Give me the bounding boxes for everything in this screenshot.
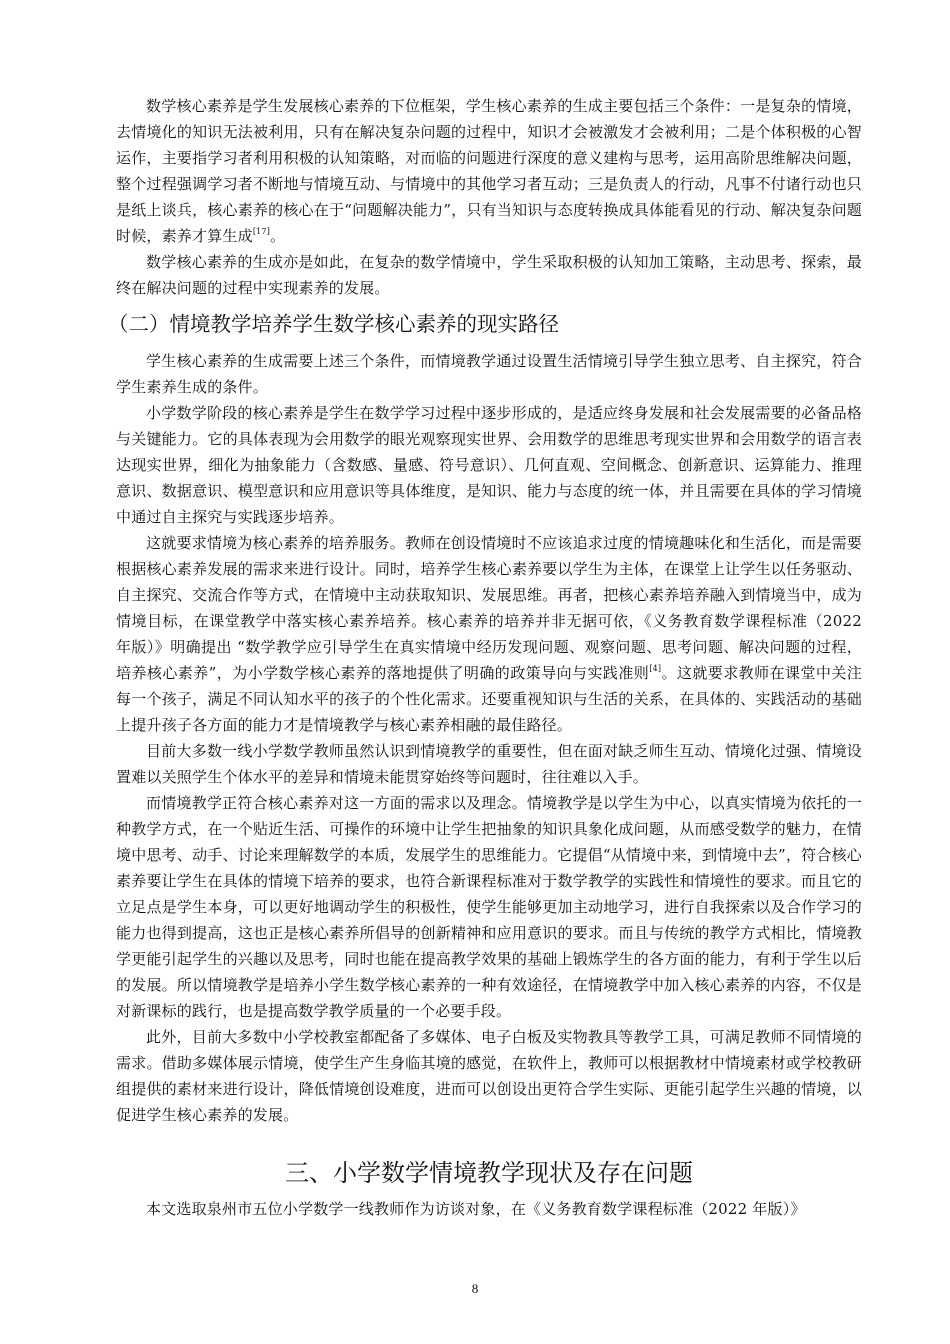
paragraph: 数学核心素养是学生发展核心素养的下位框架，学生核心素养的生成主要包括三个条件：一是复杂的情境，去情境化的知识无法被利用，只有在解决复杂问题的过程中，知识才会被激发才会被利用；二是个体积极的心智运作，主要指学习者利用积极的认知策略，对而临的问题进行深度的意义建构与思考，运用高阶思维解决问题，整个过程强调学习者不断地与情境互动、与情境中的其他学习者互动；三是负责人的行动，凡事不付诸行动也只是纸上谈兵，核心素养的核心在于“问题解决能力”，只有当知识与态度转换成具体能看见的行动、解决复杂问题时候，素养才算生成[17]。 xyxy=(116,97,862,245)
citation-ref: [4] xyxy=(649,664,662,673)
citation-ref: [17] xyxy=(252,227,271,236)
paragraph: 小学数学阶段的核心素养是学生在数学学习过程中逐步形成的，是适应终身发展和社会发展需要的必备品格与关键能力。它的具体表现为会用数学的眼光观察现实世界、会用数学的思维思考现实世界和会用数学的语言表达现实世界，细化为抽象能力（含数感、量感、符号意识）、几何直观、空间概念、创新意识、运算能力、推理意识、数据意识、模型意识和应用意识等具体维度，是知识、能力与态度的统一体，并且需要在具体的学习情境中通过自主探究与实践逐步培养。 xyxy=(116,404,862,526)
paragraph: 目前大多数一线小学数学教师虽然认识到情境教学的重要性，但在面对缺乏师生互动、情境化过强、情境设置难以关照学生个体水平的差异和情境未能贯穿始终等问题时，往往难以入手。 xyxy=(116,742,862,786)
subsection-heading: （二）情境教学培养学生数学核心素养的现实路径 xyxy=(108,312,559,336)
page-number: 8 xyxy=(471,1281,479,1296)
section-heading: 三、小学数学情境教学现状及存在问题 xyxy=(285,1159,693,1187)
paragraph: 这就要求情境为核心素养的培养服务。教师在创设情境时不应该追求过度的情境趣味化和生活化，而是需要根据核心素养发展的需求来进行设计。同时，培养学生核心素养要以学生为主体，在课堂上让学生以任务驱动、自主探究、交流合作等方式，在情境中主动获取知识、发展思维。再者，把核心素养培养融入到情境当中，成为情境目标，在课堂教学中落实核心素养培养。核心素养的培养并非无据可依，《义务教育数学课程标准（2022 年版）》明确提出 “数学教学应引导学生在真实情境中经历发现问题、观察问题、思考问题、解决问题的过程，培养核心素养”，为小学数学核心素养的落地提供了明确的政策导向与实践准则[4]。这就要求教师在课堂中关注每一个孩子，满足不同认知水平的孩子的个性化需求。还要重视知识与生活的关系，在具体的、实践活动的基础上提升孩子各方面的能力才是情境教学与核心素养相融的最佳路径。 xyxy=(116,534,862,734)
paragraph: 学生核心素养的生成需要上述三个条件，而情境教学通过设置生活情境引导学生独立思考、自主探究，符合学生素养生成的条件。 xyxy=(116,352,862,396)
paragraph: 本文选取泉州市五位小学数学一线教师作为访谈对象，在《义务教育数学课程标准（2022 年版）》 xyxy=(146,1200,806,1218)
page-body xyxy=(108,93,862,1222)
paragraph: 而情境教学正符合核心素养对这一方面的需求以及理念。情境教学是以学生为中心，以真实情境为依托的一种教学方式，在一个贴近生活、可操作的环境中让学生把抽象的知识具象化成问题，从而感受数学的魅力，在情境中思考、动手、讨论来理解数学的本质，发展学生的思维能力。它提倡“从情境中来，到情境中去”，符合核心素养要让学生在具体的情境下培养的要求，也符合新课程标准对于数学教学的实践性和情境性的要求。而且它的立足点是学生本身，可以更好地调动学生的积极性，使学生能够更加主动地学习，进行自我探索以及合作学习的能力也得到提高，这也正是核心素养所倡导的创新精神和应用意识的要求。而且与传统的教学方式相比，情境教学更能引起学生的兴趣以及思考，同时也能在提高教学效果的基础上锻炼学生的各方面的能力，有利于学生以后的发展。所以情境教学是培养小学生数学核心素养的一种有效途径，在情境教学中加入核心素养的内容，不仅是对新课标的践行，也是提高数学教学质量的一个必要手段。 xyxy=(116,794,862,1020)
paragraph: 数学核心素养的生成亦是如此，在复杂的数学情境中，学生采取积极的认知加工策略，主动思考、探索，最终在解决问题的过程中实现素养的发展。 xyxy=(116,253,862,297)
paragraph: 此外，目前大多数中小学校教室都配备了多媒体、电子白板及实物教具等教学工具，可满足教师不同情境的需求。借助多媒体展示情境，使学生产生身临其境的感觉，在软件上，教师可以根据教材中情境素材或学校教研组提供的素材来进行设计，降低情境创设难度，进而可以创设出更符合学生实际、更能引起学生兴趣的情境，以促进学生核心素养的发展。 xyxy=(116,1028,862,1124)
